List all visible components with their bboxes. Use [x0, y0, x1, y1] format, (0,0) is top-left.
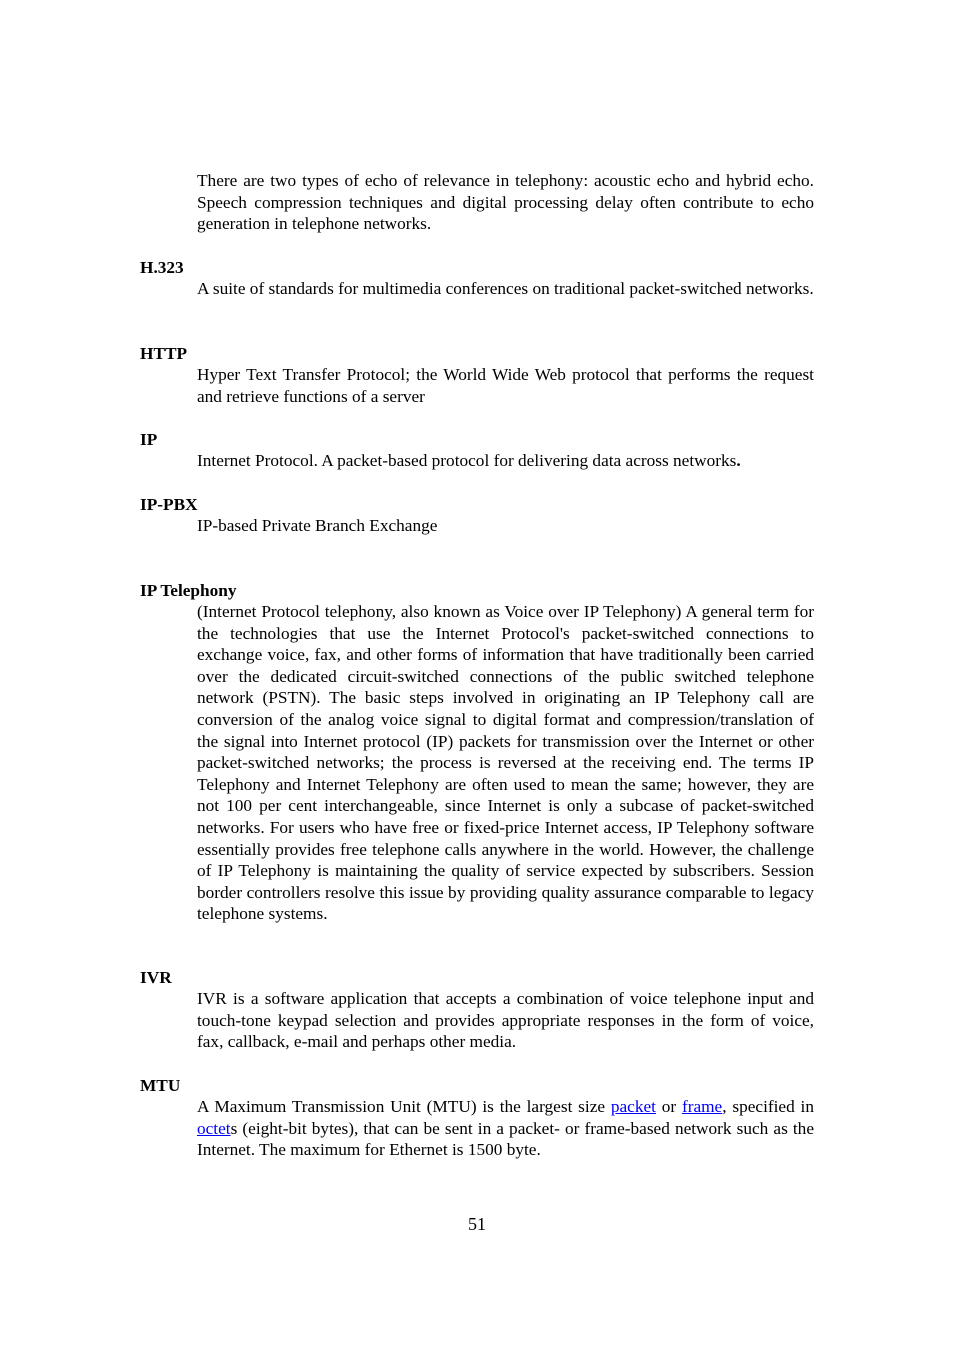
term-ivr: IVR: [140, 968, 172, 987]
link-packet[interactable]: packet: [610, 1097, 656, 1116]
definition-ip-text: Internet Protocol. A packet-based protocol for delivering data across networks: [197, 451, 737, 470]
term-ip: IP: [140, 430, 158, 449]
mtu-text-2: or: [655, 1097, 682, 1116]
page-number: 51: [468, 1214, 486, 1234]
mtu-text-4: s (eight-bit bytes), that can be sent in a packet- or frame-based network such as the Internet. The maximum for Ethernet is 1500 byte.: [197, 1118, 814, 1160]
term-http: HTTP: [140, 344, 188, 363]
intro-paragraph: There are two types of echo of relevance in telephony: acoustic echo and hybrid echo. Speech compression techniques and digital processing delay often contribute to echo generation in telephone networks.: [197, 171, 814, 234]
definition-ip-pbx: IP-based Private Branch Exchange: [197, 516, 438, 535]
definition-ip-telephony: (Internet Protocol telephony, also known as Voice over IP Telephony) A general term for the technologies that use the Internet Protocol's packet-switched connections to exchange voice, fax, and other forms of information that have traditionally been carried over the dedicated circuit-switched connections of the public switched telephone network (PSTN). The basic steps involved in originating an IP Telephony call are conversion of the analog voice signal to digital format and compression/translation of the signal into Internet protocol (IP) packets for transmission over the Internet or other packet-switched networks; the process is reversed at the receiving end. The terms IP Telephony and Internet Telephony are often used to mean the same; however, they are not 100 per cent interchangeable, since Internet is only a subcase of packet-switched networks. For users who have free or fixed-price Internet access, IP Telephony software essentially provides free telephone calls anywhere in the world. However, the challenge of IP Telephony is maintaining the quality of service expected by subscribers. Session border controllers resolve this issue by providing quality assurance comparable to legacy telephone systems.: [197, 602, 814, 924]
mtu-text-3: , specified in: [722, 1097, 814, 1116]
definition-h323: A suite of standards for multimedia conferences on traditional packet-switched networks.: [197, 279, 814, 298]
definition-ip-period: .: [736, 451, 741, 470]
link-frame[interactable]: frame: [681, 1097, 723, 1116]
mtu-text-1: A Maximum Transmission Unit (MTU) is the largest size: [197, 1097, 611, 1116]
definition-ivr: IVR is a software application that accepts a combination of voice telephone input and touch-tone keypad selection and provides appropriate responses in the form of voice, fax, callback, e-mail and perhaps other media.: [197, 989, 814, 1052]
term-mtu: MTU: [140, 1076, 181, 1095]
definition-http: Hyper Text Transfer Protocol; the World Wide Web protocol that performs the request and retrieve functions of a server: [197, 365, 814, 406]
term-ip-telephony: IP Telephony: [140, 581, 237, 600]
link-octet[interactable]: octet: [197, 1118, 231, 1138]
definition-ip: [197, 450, 814, 472]
definition-mtu: [197, 1096, 814, 1161]
term-h323: H.323: [140, 258, 184, 277]
term-ip-pbx: IP-PBX: [140, 495, 198, 514]
